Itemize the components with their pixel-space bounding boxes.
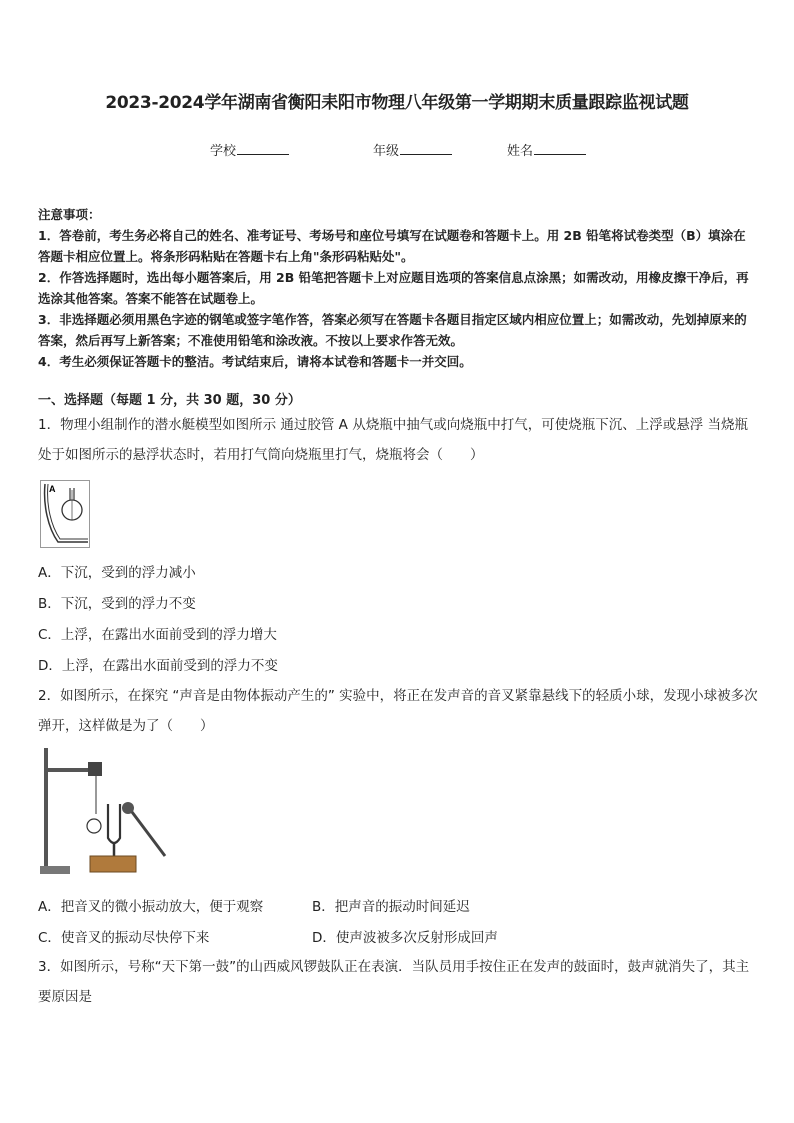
question-2-figure [40,748,168,878]
question-2-option-a: A．把音叉的微小振动放大，便于观察 [38,899,264,915]
question-2-option-c: C．使音叉的振动尽快停下来 [38,930,210,946]
school-field [210,140,289,159]
name-field [507,140,586,159]
notice-item-4: 4．考生必须保证答题卡的整洁。考试结束后，请将本试卷和答题卡一并交回。 [38,354,472,369]
question-1-option-d: D．上浮，在露出水面前受到的浮力不变 [38,658,278,674]
grade-label: 年级 [373,144,400,159]
notice-block [38,204,758,372]
notice-heading: 注意事项： [38,207,101,222]
name-blank [534,142,586,155]
notice-item-3: 3．非选择题必须用黑色字迹的钢笔或签字笔作答，答案必须写在答题卡各题目指定区域内相应位置上；如需改动，先划掉原来的答案，然后再写上新答案；不准使用铅笔和涂改液。不按以上要求作答无效。 [38,312,747,348]
question-1-option-c: C．上浮，在露出水面前受到的浮力增大 [38,627,277,643]
question-1-option-b: B．下沉，受到的浮力不变 [38,596,196,612]
question-3-stem: 3．如图所示，号称“天下第一鼓”的山西威风锣鼓队正在表演．当队员用手按住正在发声的鼓面时，鼓声就消失了，其主要原因是 [38,959,750,1005]
question-1-figure [40,480,90,548]
section-heading: 一、选择题（每题 1 分，共 30 题，30 分） [38,393,301,408]
grade-field [373,140,452,159]
question-2-stem: 2．如图所示，在探究 “声音是由物体振动产生的” 实验中，将正在发声音的音叉紧靠悬线下的轻质小球，发现小球被多次弹开，这样做是为了（ ） [38,688,758,734]
name-label: 姓名 [507,144,534,159]
figure-label-a: A [49,484,56,494]
question-1-option-a: A．下沉，受到的浮力减小 [38,565,196,581]
exam-title: 2023-2024学年湖南省衡阳耒阳市物理八年级第一学期期末质量跟踪监视试题 [105,93,689,113]
school-blank [237,142,289,155]
notice-item-2: 2．作答选择题时，选出每小题答案后，用 2B 铅笔把答题卡上对应题目选项的答案信息点涂黑；如需改动，用橡皮擦干净后，再选涂其他答案。答案不能答在试题卷上。 [38,270,749,306]
question-1-stem: 1．物理小组制作的潜水艇模型如图所示 通过胶管 A 从烧瓶中抽气或向烧瓶中打气，可使烧瓶下沉、上浮或悬浮 当烧瓶处于如图所示的悬浮状态时，若用打气筒向烧瓶里打气，烧瓶将会（ ） [38,417,748,463]
grade-blank [400,142,452,155]
school-label: 学校 [210,144,237,159]
student-info-fields [0,140,794,160]
question-2-option-b: B．把声音的振动时间延迟 [312,899,470,915]
notice-item-1: 1．答卷前，考生务必将自己的姓名、准考证号、考场号和座位号填写在试题卷和答题卡上。用 2B 铅笔将试卷类型（B）填涂在答题卡相应位置上。将条形码粘贴在答题卡右上角"条形码粘贴处"。 [38,228,746,264]
question-2-option-d: D．使声波被多次反射形成回声 [312,930,498,946]
